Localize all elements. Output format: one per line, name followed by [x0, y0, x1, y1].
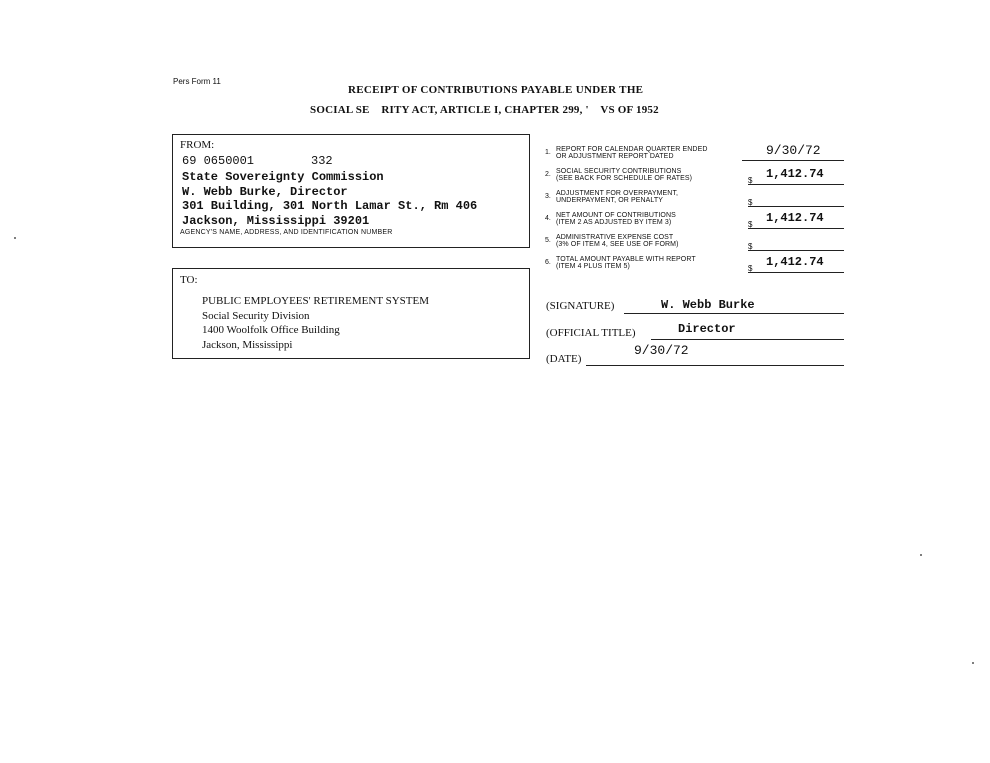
- signature-label: (SIGNATURE): [546, 300, 615, 312]
- item-1-line: [742, 160, 844, 161]
- scan-speck: [920, 554, 922, 556]
- to-box: [172, 268, 530, 359]
- recipient-building: 1400 Woolfolk Office Building: [202, 324, 340, 336]
- agency-id-number: 69 0650001: [182, 154, 255, 168]
- item-4-number: 4.: [545, 215, 551, 222]
- form-id: Pers Form 11: [173, 77, 221, 86]
- signature-line: [624, 313, 844, 314]
- official-title-label: (OFFICIAL TITLE): [546, 327, 636, 339]
- item-2-label-line2: (SEE BACK FOR SCHEDULE OF RATES): [556, 175, 693, 182]
- agency-city: Jackson, Mississippi 39201: [182, 214, 370, 228]
- agency-name: State Sovereignty Commission: [182, 170, 384, 184]
- item-2-label-line1: SOCIAL SECURITY CONTRIBUTIONS: [556, 168, 682, 175]
- item-6-label-line1: TOTAL AMOUNT PAYABLE WITH REPORT: [556, 256, 696, 263]
- item-3-line: [748, 206, 844, 207]
- item-5-number: 5.: [545, 237, 551, 244]
- item-5-dollar: $: [748, 242, 753, 251]
- item-3-label-line1: ADJUSTMENT FOR OVERPAYMENT,: [556, 190, 679, 197]
- item-2-value: 1,412.74: [766, 167, 824, 181]
- form-title-line1: RECEIPT OF CONTRIBUTIONS PAYABLE UNDER THE: [348, 84, 644, 96]
- agency-caption: AGENCY'S NAME, ADDRESS, AND IDENTIFICATION NUMBER: [180, 229, 393, 236]
- item-6-value: 1,412.74: [766, 255, 824, 269]
- item-6-label-line2: (ITEM 4 PLUS ITEM 5): [556, 263, 630, 270]
- recipient-division: Social Security Division: [202, 310, 310, 322]
- item-6-number: 6.: [545, 259, 551, 266]
- scan-speck: [14, 237, 16, 239]
- date-label: (DATE): [546, 353, 582, 365]
- item-2-line: [748, 184, 844, 185]
- item-2-number: 2.: [545, 171, 551, 178]
- item-3-label-line2: UNDERPAYMENT, OR PENALTY: [556, 197, 664, 204]
- item-5-label-line2: (3% OF ITEM 4, SEE USE OF FORM): [556, 241, 679, 248]
- item-6-dollar: $: [748, 264, 753, 273]
- form-title-line2: SOCIAL SE RITY ACT, ARTICLE I, CHAPTER 299, ' VS OF 1952: [310, 104, 659, 116]
- signature-value: W. Webb Burke: [661, 298, 755, 312]
- agency-code: 332: [311, 154, 333, 168]
- scan-speck: [972, 662, 974, 664]
- agency-contact: W. Webb Burke, Director: [182, 185, 348, 199]
- item-4-label-line2: (ITEM 2 AS ADJUSTED BY ITEM 3): [556, 219, 672, 226]
- item-6-line: [748, 272, 844, 273]
- item-4-dollar: $: [748, 220, 753, 229]
- item-4-label-line1: NET AMOUNT OF CONTRIBUTIONS: [556, 212, 676, 219]
- item-5-line: [748, 250, 844, 251]
- official-title-value: Director: [678, 322, 736, 336]
- item-2-dollar: $: [748, 176, 753, 185]
- item-1-value: 9/30/72: [766, 143, 821, 158]
- item-3-number: 3.: [545, 193, 551, 200]
- item-4-value: 1,412.74: [766, 211, 824, 225]
- date-value: 9/30/72: [634, 343, 689, 358]
- official-title-line: [651, 339, 844, 340]
- item-5-label-line1: ADMINISTRATIVE EXPENSE COST: [556, 234, 674, 241]
- from-box: [172, 134, 530, 248]
- item-1-number: 1.: [545, 149, 551, 156]
- recipient-name: PUBLIC EMPLOYEES' RETIREMENT SYSTEM: [202, 295, 429, 307]
- date-line: [586, 365, 844, 366]
- from-label: FROM:: [180, 139, 215, 151]
- recipient-city: Jackson, Mississippi: [202, 339, 293, 351]
- item-1-label-line2: OR ADJUSTMENT REPORT DATED: [556, 153, 674, 160]
- agency-address: 301 Building, 301 North Lamar St., Rm 406: [182, 199, 478, 213]
- item-4-line: [748, 228, 844, 229]
- item-3-dollar: $: [748, 198, 753, 207]
- to-label: TO:: [180, 274, 198, 286]
- item-1-label-line1: REPORT FOR CALENDAR QUARTER ENDED: [556, 146, 708, 153]
